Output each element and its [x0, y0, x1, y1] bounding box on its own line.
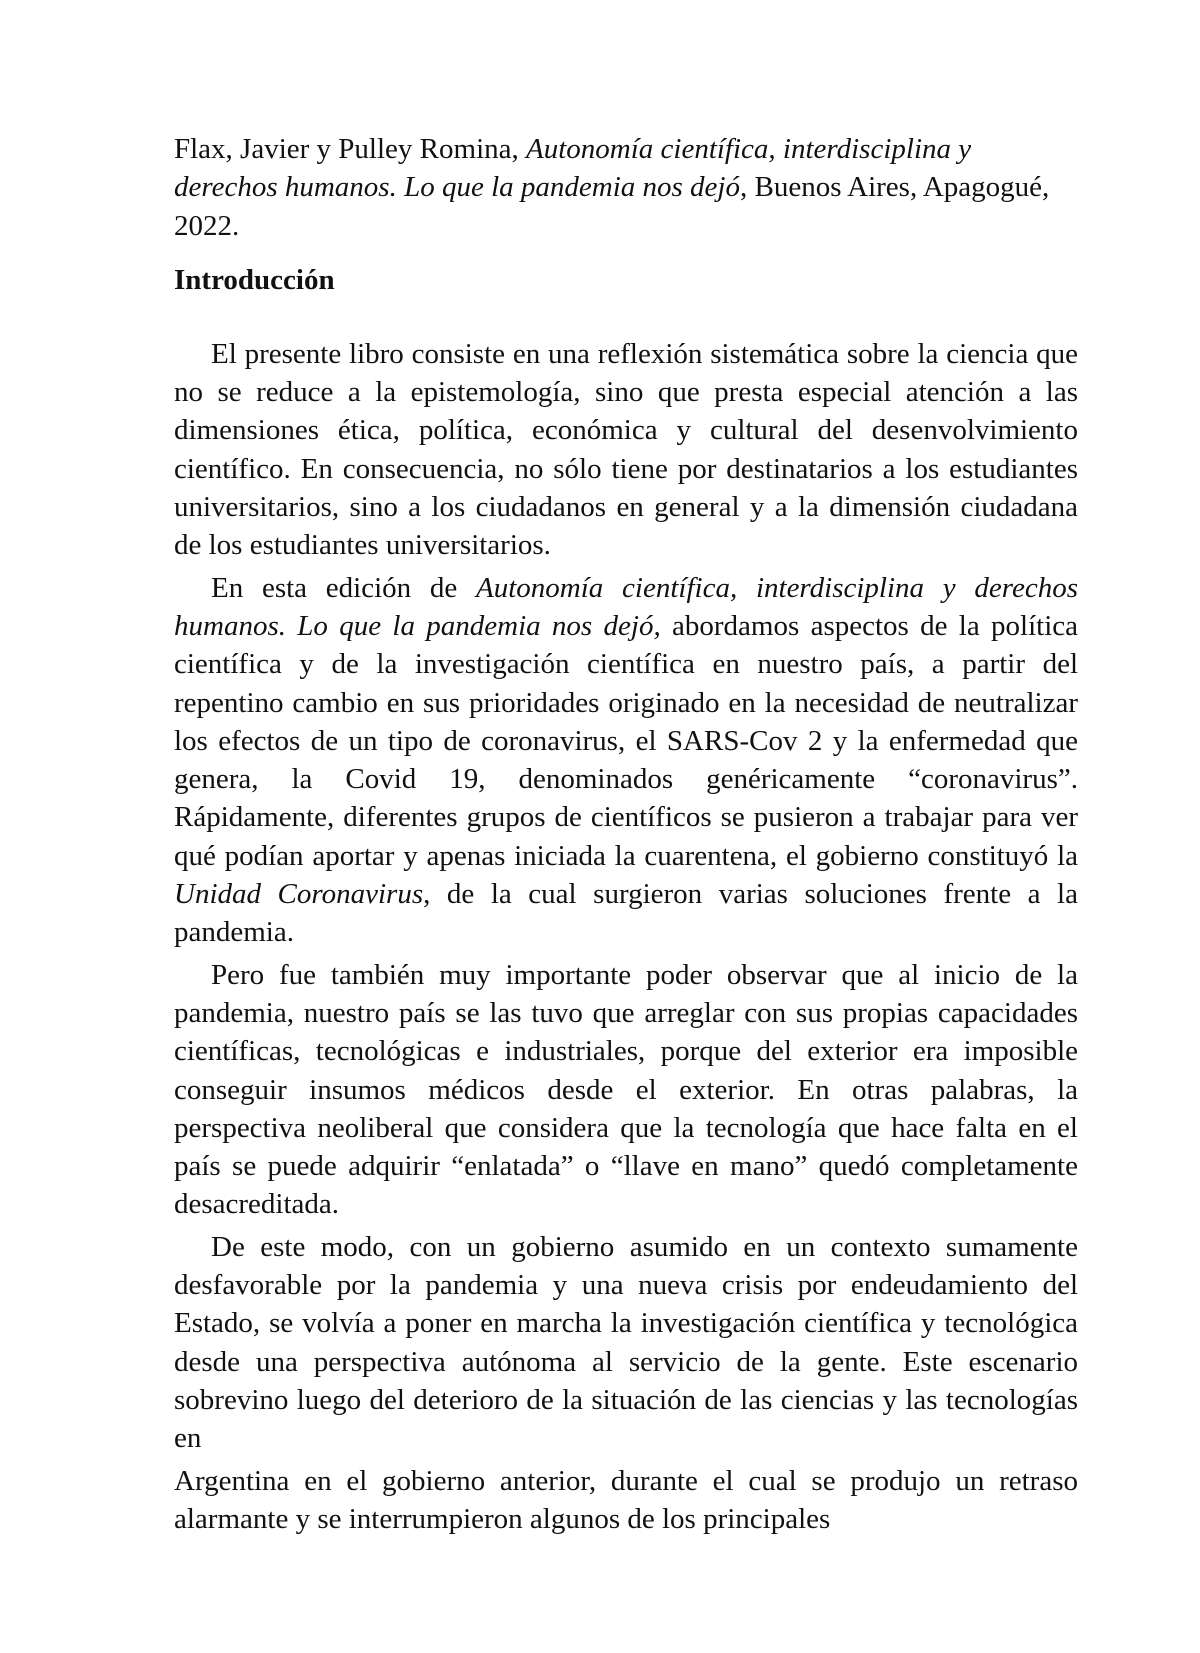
paragraph-1: El presente libro consiste en una reflexión sistemática sobre la ciencia que no se reduce a la epistemología, sino que presta especial atención a las dimensiones ética, política, económica y cultural del desenvolvimiento científico. En consecuencia, no sólo tiene por destinatarios a los estudiantes universitarios, sino a los ciudadanos en general y a la dimensión ciudadana de los estudiantes universitarios.: [174, 337, 1078, 562]
section-heading: Introducción: [174, 263, 335, 296]
paragraph-2-text-b: abordamos aspectos de la política científica y de la investigación científica en nuestro país, a partir del repentino cambio en sus prioridades originado en la necesidad de neutralizar los efectos de un tipo de coronavirus, el SARS-Cov 2 y la enfermedad que genera, la Covid 19, denominados genéricamente “coronavirus”. Rápidamente, diferentes grupos de científicos se pusieron a trabajar para ver qué podían aportar y apenas iniciada la cuarentena, el gobierno constituyó la: [174, 609, 1079, 872]
paragraph-2-text-c: , de la cual surgieron varias soluciones frente a la pandemia.: [174, 878, 1078, 949]
citation-book-title: Autonomía científica, interdisciplina y derechos humanos. Lo que la pandemia nos dejó: [174, 133, 972, 204]
citation-publication: , Buenos Aires, Apagogué, 2022.: [174, 171, 1050, 242]
paragraph-3: Pero fue también muy importante poder observar que al inicio de la pandemia, nuestro país se las tuvo que arreglar con sus propias capacidades científicas, tecnológicas e industriales, porque del exterior era imposible conseguir insumos médicos desde el exterior. En otras palabras, la perspectiva neoliberal que considera que la tecnología que hace falta en el país se puede adquirir “enlatada” o “llave en mano” quedó completamente desacreditada.: [174, 958, 1078, 1221]
paragraph-2-text-a: En esta edición de: [211, 571, 477, 604]
paragraph-4: De este modo, con un gobierno asumido en un contexto sumamente desfavorable por la pandemia y una nueva crisis por endeudamiento del Estado, se volvía a poner en marcha la investigación científica y tecnológica desde una perspectiva autónoma al servicio de la gente. Este escenario sobrevino luego del deterioro de la situación de las ciencias y las tecnologías en: [174, 1230, 1078, 1455]
document-body: [174, 130, 1078, 1538]
paragraph-2-book-title: Autonomía científica, interdisciplina y derechos humanos. Lo que la pandemia nos dejó,: [174, 571, 1079, 642]
paragraph-5: Argentina en el gobierno anterior, durante el cual se produjo un retraso alarmante y se interrumpieron algunos de los principales: [174, 1464, 1078, 1535]
paragraph-2-unit-name: Unidad Coronavirus: [174, 878, 424, 911]
citation-authors: Flax, Javier y Pulley Romina,: [174, 133, 526, 165]
paragraph-2: [174, 569, 1078, 952]
bibliographic-citation: [174, 130, 1078, 245]
